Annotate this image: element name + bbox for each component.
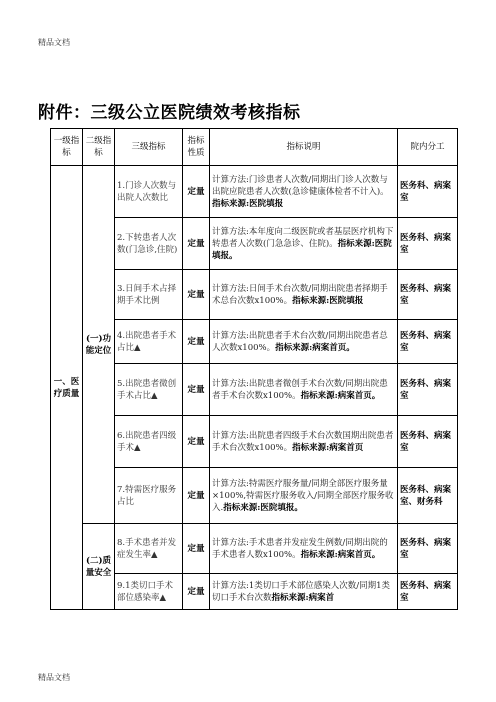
- table-header-row: [51, 129, 458, 166]
- desc-source: 指标来源:医院填报。: [212, 238, 392, 261]
- header-level1: 一级指标: [51, 129, 83, 166]
- indicator-name: 7.特需医疗服务占比: [115, 468, 183, 524]
- table-row: [51, 524, 458, 574]
- desc-text: 计算方法:手术患者并发症发生例数/同期出院的手术患者人数x100%。: [212, 537, 388, 560]
- table-row: [51, 166, 458, 218]
- page-footer: 精品文档: [38, 673, 70, 682]
- indicator-description: [210, 524, 398, 574]
- indicator-name: 1.门诊人次数与出院人次数比: [115, 166, 183, 218]
- indicator-description: [210, 270, 398, 320]
- header-level3: 三级指标: [115, 129, 183, 166]
- indicator-description: [210, 320, 398, 364]
- page-title: 附件：三级公立医院绩效考核指标: [38, 103, 301, 123]
- indicator-name: 9.1类切口手术部位感染率▲: [115, 574, 183, 610]
- indicator-name: 3.日间手术占择期手术比例: [115, 270, 183, 320]
- indicator-department: 医务科、病案室: [398, 166, 458, 218]
- desc-source: 指标来源:病案首页: [292, 442, 364, 453]
- desc-source: 指标来源:医院填报。: [223, 502, 303, 513]
- indicator-nature: 定量: [183, 320, 210, 364]
- header-nature: 指标性质: [183, 129, 210, 166]
- indicator-name: 8.手术患者并发症发生率▲: [115, 524, 183, 574]
- indicator-description: [210, 416, 398, 468]
- group2-cell: (二)质量安全: [83, 524, 115, 610]
- desc-text: 计算方法:本年度向二级医院或者基层医疗机构下转患者人次数(门急急诊、住院)。: [212, 226, 394, 249]
- indicator-name: 6.出院患者四级手术▲: [115, 416, 183, 468]
- indicator-department: 医务科、病案室: [398, 270, 458, 320]
- indicator-nature: 定量: [183, 468, 210, 524]
- header-level2: 二级指标: [83, 129, 115, 166]
- indicator-department: 医务科、病案室: [398, 320, 458, 364]
- indicator-name: 2.下转患者人次数(门急诊,住院): [115, 218, 183, 270]
- indicator-description: [210, 166, 398, 218]
- indicator-nature: 定量: [183, 364, 210, 416]
- indicator-department: 医务科、病案室、财务科: [398, 468, 458, 524]
- indicator-nature: 定量: [183, 524, 210, 574]
- indicator-department: 医务科、病案室: [398, 416, 458, 468]
- desc-source: 指标来源:医院填报: [212, 198, 284, 209]
- desc-source: 指标来源:病案首: [271, 592, 335, 603]
- desc-text: 计算方法:1类切口手术部位感染人次数/同期1类切口手术台次数: [212, 580, 391, 603]
- indicator-nature: 定量: [183, 416, 210, 468]
- indicator-department: 医务科、病案室: [398, 524, 458, 574]
- indicator-department: 医务科、病案室: [398, 218, 458, 270]
- group1-cell: (一)功能定位: [83, 166, 115, 524]
- desc-text: 计算方法:日间手术台次数/同期出院患者择期手术总台次数x100%。: [212, 283, 388, 306]
- indicator-department: 医务科、病案室: [398, 574, 458, 610]
- header-description: 指标说明: [210, 129, 398, 166]
- desc-text: 计算方法:出院患者手术台次数/同期出院患者总人次数x100%。: [212, 330, 388, 353]
- indicator-department: 医务科、病案室: [398, 364, 458, 416]
- header-department: 院内分工: [398, 129, 458, 166]
- indicator-description: [210, 364, 398, 416]
- page-header: 精品文档: [38, 38, 70, 47]
- desc-text: 计算方法:门诊患者人次数/同期出门诊人次数与出院应院患者人次数(急诊健康体检者不计入)。: [212, 174, 389, 197]
- desc-text: 计算方法:出院患者四级手术台次数国期出院患者手术台次数x100%。: [212, 430, 394, 453]
- indicator-description: [210, 468, 398, 524]
- indicator-name: 5.出院患者微创手术占比▲: [115, 364, 183, 416]
- indicator-description: [210, 218, 398, 270]
- desc-source: 指标来源:医院填报: [292, 295, 364, 306]
- desc-source: 指标来源:病案首页。: [275, 342, 355, 353]
- desc-source: 指标来源:病案首页。: [300, 549, 381, 560]
- indicator-nature: 定量: [183, 166, 210, 218]
- indicator-nature: 定量: [183, 270, 210, 320]
- level1-cell: 一、医疗质量: [51, 166, 83, 610]
- desc-source: 指标来源:病案首页。: [300, 390, 381, 401]
- indicator-table: [50, 128, 458, 610]
- indicator-nature: 定量: [183, 574, 210, 610]
- indicator-name: 4.出院患者手术占比▲: [115, 320, 183, 364]
- desc-text: 计算方法:出院患者微创手术台次数/同期出院患者手术台次数x100%。: [212, 378, 388, 401]
- desc-text: 计算方法:特需医疗服务量/同期全部医疗服务量×100%,特需医疗服务收入/同期全部医疗服务收入.: [212, 478, 394, 513]
- indicator-nature: 定量: [183, 218, 210, 270]
- indicator-description: [210, 574, 398, 610]
